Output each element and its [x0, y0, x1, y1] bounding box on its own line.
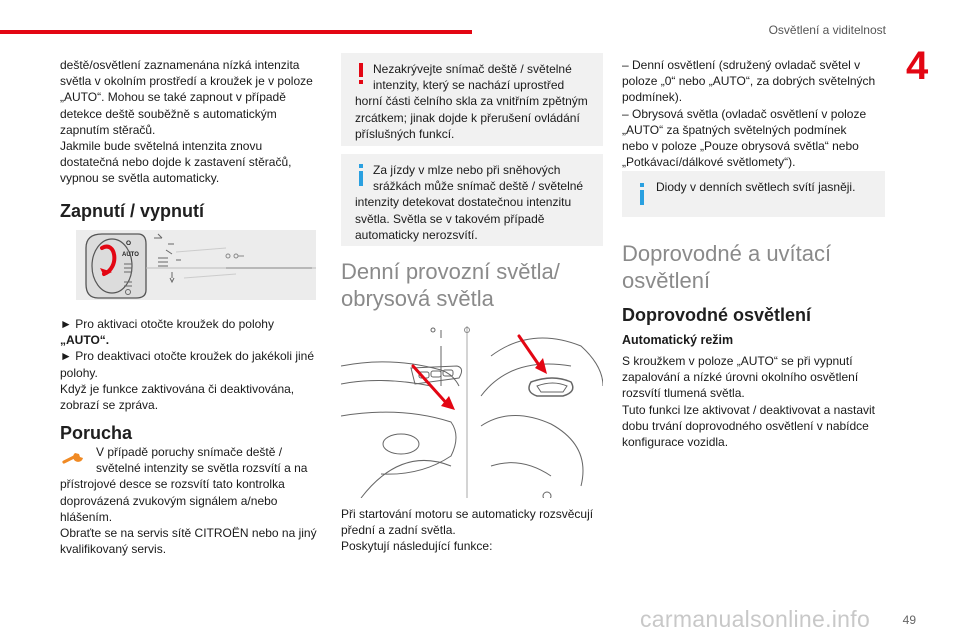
- text-line: „AUTO“.: [60, 333, 110, 348]
- col3-list: [622, 57, 888, 170]
- text-line: konfigurace vozidla.: [622, 435, 729, 450]
- text-line: zapalování a nízké úrovni okolního osvětlení: [622, 370, 859, 385]
- text-line: ► Pro deaktivaci otočte kroužek do jakékoli jiné: [60, 349, 315, 364]
- list-item: poloze „0“ nebo „AUTO“, za dobrých světelných: [622, 74, 876, 89]
- text-line: doprovázená zvukovým signálem a/nebo: [60, 493, 278, 508]
- heading-line: osvětlení: [622, 268, 711, 293]
- page-number: 49: [902, 613, 916, 627]
- warning-box: [341, 53, 603, 146]
- text-line: horní části čelního skla za vnitřním zpětným: [355, 94, 588, 109]
- col2-drl-text: [341, 506, 603, 555]
- daytime-lights-illustration: [341, 326, 603, 498]
- text-line: světelné intenzity se světla rozsvítí a na: [96, 461, 308, 476]
- text-line: ► Pro aktivaci otočte kroužek do polohy: [60, 317, 274, 331]
- heading-porucha: Porucha: [60, 423, 133, 443]
- text-line: dostatečná nebo dojde k zastavení stěračů,: [60, 155, 292, 170]
- text-line: S kroužkem v poloze „AUTO“ se při vypnutí: [622, 354, 853, 368]
- text-line: hlášením.: [60, 509, 113, 524]
- text-line: Když je funkce zaktivována či deaktivována,: [60, 381, 295, 396]
- text-line: Diody v denních světlech svítí jasněji.: [656, 180, 856, 194]
- text-line: automaticky nerozsvítí.: [355, 227, 478, 242]
- info-box-fog: [341, 154, 603, 246]
- text-line: dobu trvání doprovodného osvětlení v nabídce: [622, 418, 869, 433]
- list-item: – Obrysová světla (ovladač osvětlení v poloze: [622, 106, 867, 121]
- light-stalk-illustration: [76, 228, 316, 302]
- list-item: – Denní osvětlení (sdružený ovladač světel v: [622, 58, 861, 72]
- heading-line: Doprovodné a uvítací: [622, 241, 832, 266]
- list-item: podmínek).: [622, 90, 683, 105]
- text-line: srážkách může snímač deště / světelné: [373, 179, 584, 194]
- heading-zapnuti-vypnuti: Zapnutí / vypnutí: [60, 201, 204, 221]
- chapter-number: 4: [906, 44, 929, 88]
- heading-doprovodne-osvetleni: Doprovodné osvětlení: [622, 305, 812, 325]
- text-line: Poskytují následující funkce:: [341, 539, 493, 554]
- stalk-label-auto: AUTO: [122, 252, 139, 258]
- text-line: intenzity detekovat dostatečnou intenzitu: [355, 195, 572, 210]
- heading-line: obrysová světla: [341, 286, 494, 311]
- text-line: přední a zadní světla.: [341, 523, 456, 538]
- text-line: Za jízdy v mlze nebo při sněhových: [373, 163, 561, 177]
- running-header: Osvětlení a viditelnost: [768, 23, 886, 37]
- heading-denni-svetla: [341, 258, 560, 312]
- heading-automaticky-rezim: Automatický režim: [622, 333, 734, 347]
- text-line: kvalifikovaný servis.: [60, 542, 167, 557]
- text-line: Tuto funkci lze aktivovat / deaktivovat a nastavit: [622, 402, 876, 417]
- text-line: Nezakrývejte snímač deště / světelné: [373, 62, 572, 76]
- col1-onoff-text: [60, 316, 328, 413]
- list-item: „AUTO“ za špatných světelných podmínek: [622, 122, 847, 137]
- list-item: nebo v poloze „Pouze obrysová světla“ nebo: [622, 139, 859, 154]
- text-line: zapnutím stěračů.: [60, 122, 156, 137]
- text-line: rozsvítí tlumená světla.: [622, 386, 745, 401]
- text-line: zobrazí se zpráva.: [60, 398, 159, 413]
- watermark: carmanualsonline.info: [640, 606, 871, 632]
- info-icon: [638, 183, 646, 209]
- text-line: detekce deště souběžně s automatickým: [60, 106, 277, 121]
- stalk-label-off: O: [126, 240, 132, 247]
- text-line: polohy.: [60, 365, 98, 380]
- text-line: deště/osvětlení zaznamenána nízká intenzita: [60, 58, 300, 72]
- col3-auto-text: [622, 353, 892, 450]
- col1-intro: [60, 57, 325, 187]
- header-accent-bar: [0, 30, 472, 34]
- col1-fault-text: [60, 444, 322, 557]
- text-line: vypnou se světla automaticky.: [60, 171, 220, 186]
- text-line: Jakmile bude světelná intenzita znovu: [60, 139, 263, 154]
- info-icon: [357, 164, 365, 190]
- text-line: příslušných funkcí.: [355, 126, 455, 141]
- heading-line: Denní provozní světla/: [341, 259, 560, 284]
- text-line: Při startování motoru se automaticky rozsvěcují: [341, 507, 594, 521]
- text-line: V případě poruchy snímače deště /: [96, 445, 283, 459]
- list-item: „Potkávací/dálkové světlomety“).: [622, 155, 796, 170]
- text-line: světla. Světla se v takovém případě: [355, 211, 545, 226]
- text-line: zrcátkem; jinak dojde k přerušení ovládání: [355, 110, 580, 125]
- heading-doprovodne-uvitaci: [622, 240, 831, 294]
- exclamation-icon: [357, 63, 365, 89]
- text-line: světla v okolním prostředí a kroužek je v poloze: [60, 74, 313, 89]
- text-line: intenzity, který se nachází uprostřed: [373, 78, 565, 93]
- text-line: Obraťte se na servis sítě CITROËN nebo na jiný: [60, 526, 317, 541]
- text-line: „AUTO“. Mohou se také zapnout v případě: [60, 90, 286, 105]
- info-box-diodes: [622, 171, 885, 217]
- text-line: přístrojové desce se rozsvítí tato kontrolka: [60, 477, 285, 492]
